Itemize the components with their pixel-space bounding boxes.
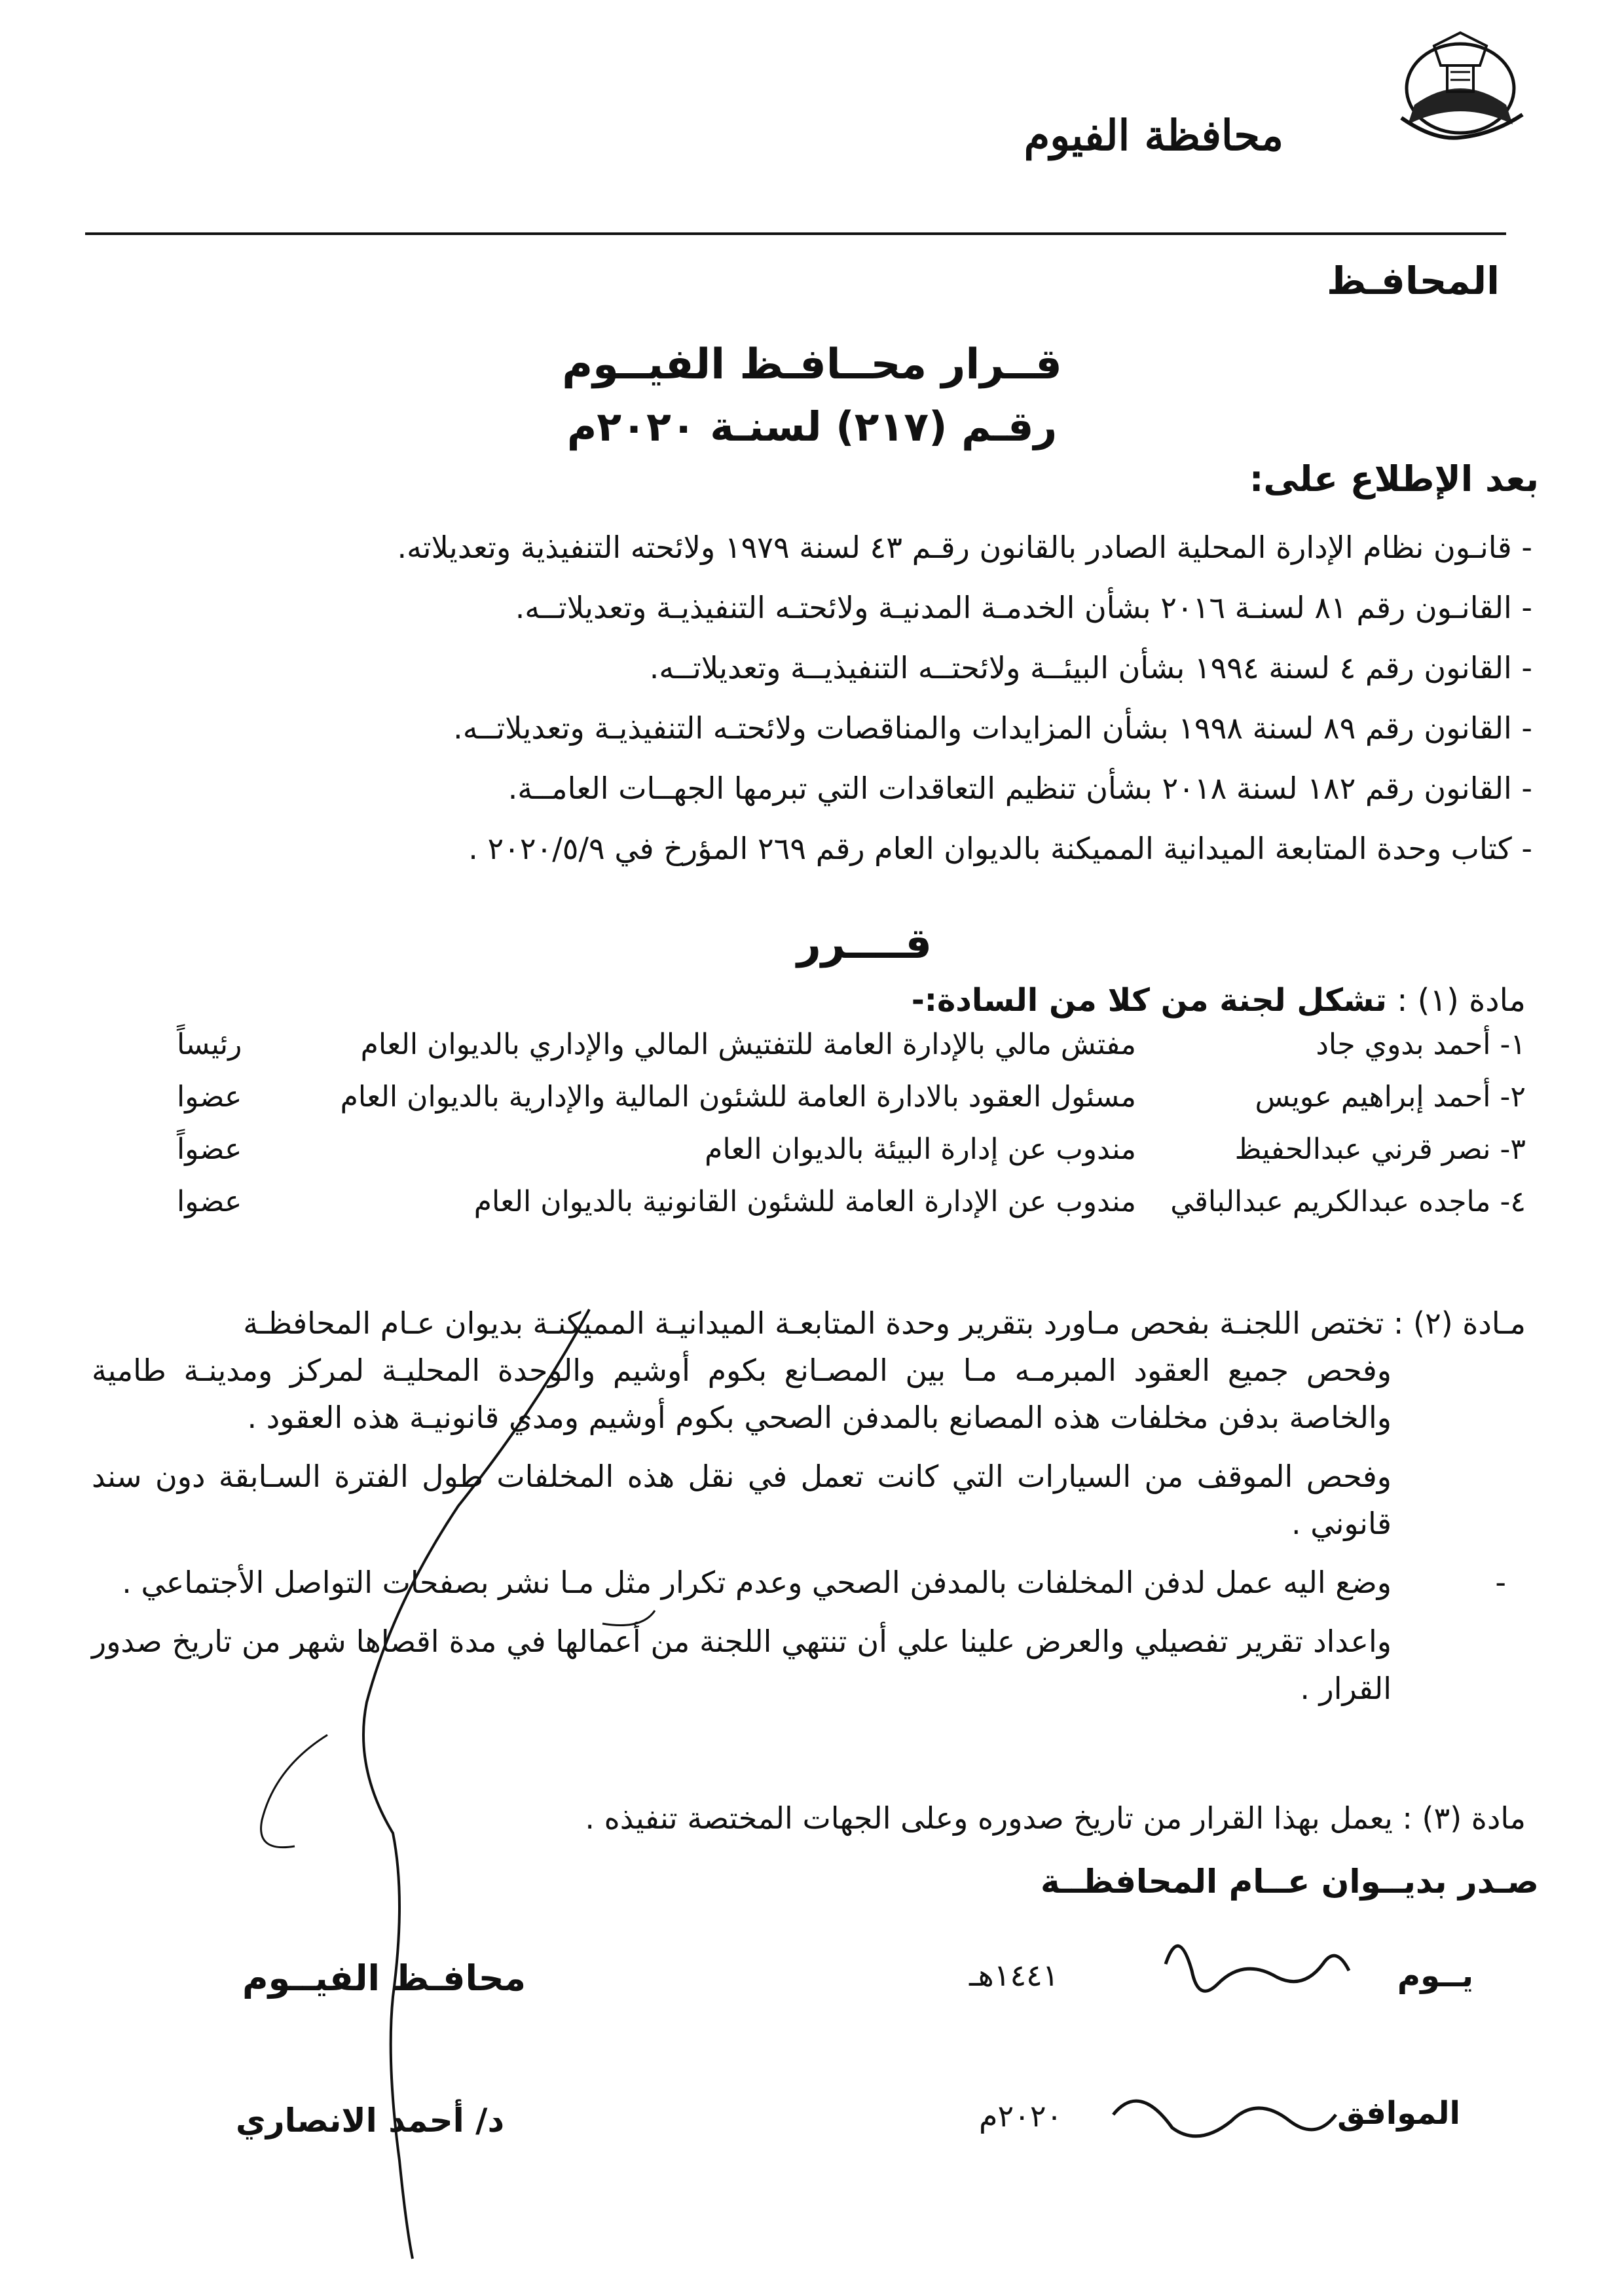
committee-members — [111, 1028, 1526, 1237]
article-3: مادة (٣) : يعمل بهذا القرار من تاريخ صدوره وعلى الجهات المختصة تنفيذه . — [585, 1800, 1526, 1836]
list-dash: - — [1495, 1565, 1506, 1600]
day-label: يــوم — [1397, 1958, 1473, 1994]
issued-at: صـدر بديــوان عــام المحافظــة — [1040, 1863, 1539, 1901]
reference-item: - القانون رقم ١٨٢ لسنة ٢٠١٨ بشأن تنظيم التعاقدات التي تبرمها الجهــات العامــة. — [507, 771, 1532, 806]
member-position: عضواً — [177, 1133, 242, 1166]
reference-item: - القانون رقم ٤ لسنة ١٩٩٤ بشأن البيئــة ولائحتــه التنفيذيــة وتعديلاتــه. — [649, 650, 1532, 685]
article-1-label: مادة (١) : — [1397, 982, 1526, 1019]
decision-title: قــرار محــافـظ الفيــوم — [562, 340, 1062, 389]
member-name: ١- أحمد بدوي جاد — [1316, 1028, 1526, 1061]
reference-item: - القانـون رقم ٨١ لسنـة ٢٠١٦ بشأن الخدمـة المدنيـة ولائحتـه التنفيذيـة وتعديلاتــه. — [515, 590, 1532, 625]
member-name: ٤- ماجده عبدالكريم عبدالباقي — [1170, 1185, 1526, 1218]
corresponding-label: الموافق — [1337, 2095, 1460, 2132]
article-2-paragraph-text: وضع اليه عمل لدفن المخلفات بالمدفن الصحي وعدم تكرار مثل مـا نشر بصفحات التواصل الأجتماعي . — [122, 1565, 1392, 1600]
governor-sign-title: محافـظ الفيــوم — [242, 1958, 526, 1999]
organization-name: محافظة الفيوم — [1024, 111, 1283, 160]
member-row — [111, 1185, 1526, 1237]
member-row — [111, 1080, 1526, 1133]
member-role: مندوب عن إدارة البيئة بالديوان العام — [705, 1133, 1136, 1166]
article-2-intro — [92, 1300, 1526, 1347]
article-2-paragraph: وفحص الموقف من السيارات التي كانت تعمل في نقل هذه المخلفات طول الفترة السـابقة دون سند قانوني . — [92, 1459, 1392, 1541]
article-2-intro-text: تختص اللجنـة بفحص مـاورد بتقرير وحدة المتابعـة الميدانيـة المميكنـة بديوان عـام المحافظـة — [243, 1305, 1384, 1341]
reference-item: - القانون رقم ٨٩ لسنة ١٩٩٨ بشأن المزايدات والمناقصات ولائحتـه التنفيذيـة وتعديلاتــه. — [453, 710, 1532, 746]
hijri-year: ١٤٤١هـ — [969, 1958, 1059, 1993]
fayoum-governorate-seal-icon — [1395, 26, 1526, 151]
article-2-paragraph-with-dash — [92, 1559, 1506, 1606]
references-list — [223, 517, 1532, 879]
reference-item: - كتاب وحدة المتابعة الميدانية المميكنة بالديوان العام رقم ٢٦٩ المؤرخ في ٢٠٢٠/٥/٩ . — [468, 831, 1532, 866]
member-position: رئيساً — [177, 1028, 242, 1061]
decided-heading: قــــرر — [796, 920, 932, 968]
governor-title: المحافـظ — [1326, 259, 1500, 303]
article-1 — [912, 982, 1526, 1019]
gregorian-year: ٢٠٢٠م — [979, 2098, 1063, 2134]
member-row — [111, 1028, 1526, 1080]
after-review-heading: بعد الإطلاع على: — [1249, 458, 1539, 500]
member-role: مفتش مالي بالإدارة العامة للتفتيش المالي والإداري بالديوان العام — [360, 1028, 1136, 1061]
governor-name: د/ أحمد الانصاري — [236, 2102, 505, 2140]
member-role: مسئول العقود بالادارة العامة للشئون المالية والإدارية بالديوان العام — [340, 1080, 1136, 1114]
header-divider — [85, 232, 1506, 235]
member-position: عضوا — [177, 1185, 242, 1218]
article-2-label: مـادة (٢) : — [1393, 1305, 1526, 1341]
article-2-paragraph: واعداد تقرير تفصيلي والعرض علينا علي أن تنتهي اللجنة من أعمالها في مدة اقصاها شهر من تاريخ صدور القرار . — [92, 1624, 1392, 1706]
member-row — [111, 1133, 1526, 1185]
member-position: عضوا — [177, 1080, 242, 1114]
article-1-text: تشكل لجنة من كلا من السادة:- — [911, 982, 1387, 1019]
member-role: مندوب عن الإدارة العامة للشئون القانونية بالديوان العام — [473, 1185, 1136, 1218]
member-name: ٣- نصر قرني عبدالحفيظ — [1234, 1133, 1526, 1166]
article-2-paragraph: وفحص جميع العقود المبرمـه مـا بين المصـانع بكوم أوشيم والوحدة المحليـة لمركز ومدينـة طامية والخاصة بدفن مخلفات هذه المصانع بالمدفن الصحي بكوم أوشيم ومدي قانونيـة هذه العقود . — [92, 1353, 1392, 1435]
member-name: ٢- أحمد إبراهيم عويس — [1255, 1080, 1526, 1114]
article-2 — [92, 1300, 1526, 1712]
decision-number: رقـم (٢١٧) لسنـة ٢٠٢٠م — [566, 403, 1058, 450]
reference-item: - قانـون نظام الإدارة المحلية الصادر بالقانون رقـم ٤٣ لسنة ١٩٧٩ ولائحته التنفيذية وتعديلاته. — [397, 530, 1532, 565]
